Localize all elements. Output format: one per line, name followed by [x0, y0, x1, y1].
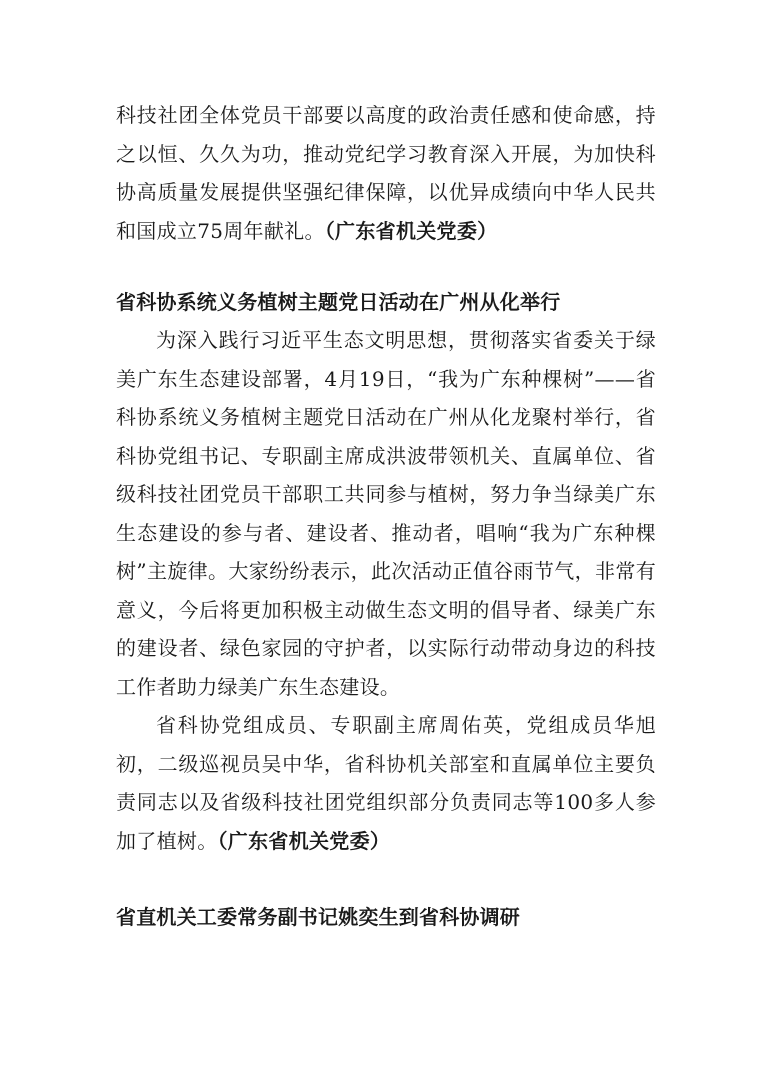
article-tree-paragraph-2-body: 省科协党组成员、专职副主席周佑英，党组成员华旭初，二级巡视员吴中华，省科协机关部室和直属单位主要负责同志以及省级科技社团党组织部分负责同志等100多人参加了植树。	[116, 713, 656, 853]
article-tree-title: 省科协系统义务植树主题党日活动在广州从化举行	[116, 290, 561, 314]
article-tree-source: （广东省机关党委）	[217, 828, 391, 853]
article-tree-paragraph-2	[116, 706, 656, 860]
document-page	[116, 96, 656, 936]
article-prev-source: （广东省机关党委）	[324, 218, 498, 243]
article-tree-paragraph-1: 为深入践行习近平生态文明思想，贯彻落实省委关于绿美广东生态建设部署，4月19日，“我为广东种棵树”——省科协系统义务植树主题党日活动在广州从化龙聚村举行，省科协党组书记、专职副主席成洪波带领机关、直属单位、省级科技社团党员干部职工共同参与植树，努力争当绿美广东生态建设的参与者、建设者、推动者，唱响“我为广东种棵树”主旋律。大家纷纷表示，此次活动正值谷雨节气，非常有意义，今后将更加积极主动做生态文明的倡导者、绿美广东的建设者、绿色家园的守护者，以实际行动带动身边的科技工作者助力绿美广东生态建设。	[116, 328, 656, 699]
article-prev-body: 科技社团全体党员干部要以高度的政治责任感和使命感，持之以恒、久久为功，推动党纪学习教育深入开展，为加快科协高质量发展提供坚强纪律保障，以优异成绩向中华人民共和国成立75周年献礼。	[116, 103, 656, 243]
article-prev-closing-paragraph	[116, 96, 656, 250]
article-next-title: 省直机关工委常务副书记姚奕生到省科协调研	[116, 905, 520, 929]
